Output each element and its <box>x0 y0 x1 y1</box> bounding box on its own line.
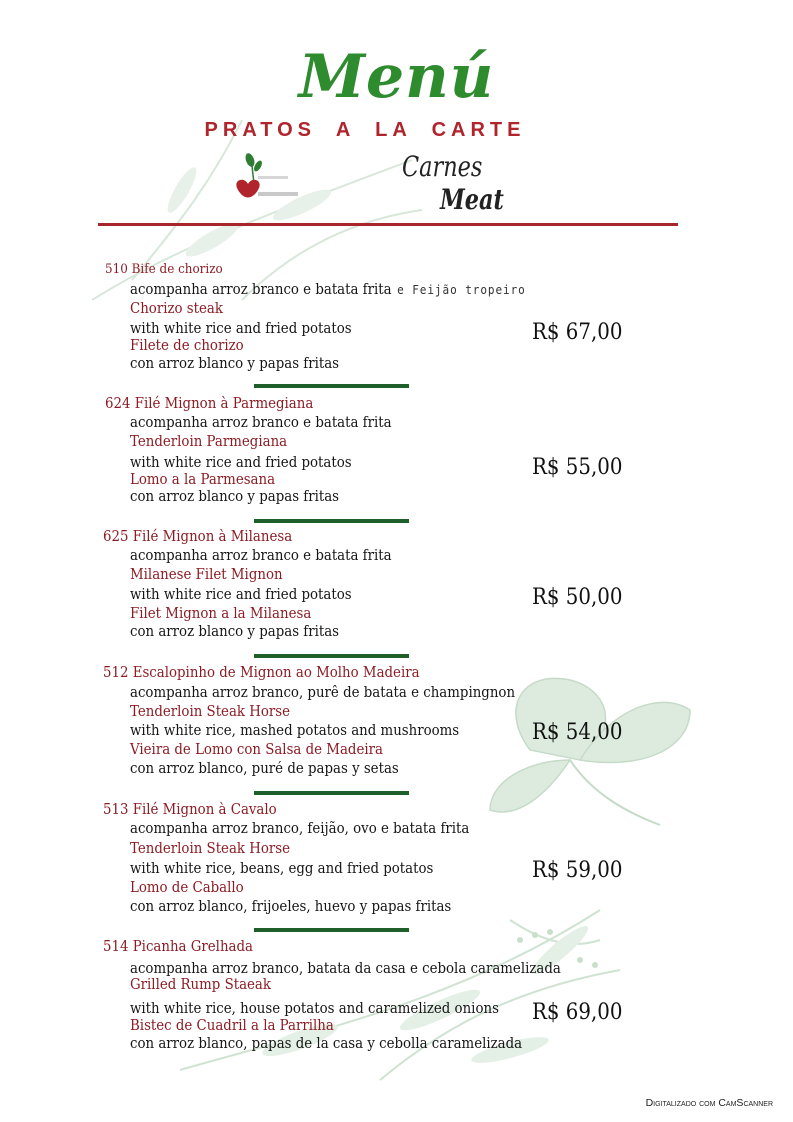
dish-description-en: with white rice and fried potatos <box>130 321 352 337</box>
dish-price: R$ 50,00 <box>532 585 623 610</box>
dish-description-es: con arroz blanco, frijoeles, huevo y papas fritas <box>130 899 452 915</box>
item-divider <box>254 384 409 388</box>
dish-name-en: Tenderloin Steak Horse <box>130 841 291 857</box>
handwritten-note: e Feijão tropeiro <box>397 283 526 297</box>
dish-name-en: Milanese Filet Mignon <box>130 567 283 583</box>
scanner-watermark: Digitalizado com CamScanner <box>645 1097 773 1109</box>
dish-name-pt: 625 Filé Mignon à Milanesa <box>103 529 293 545</box>
dish-name-en: Tenderloin Parmegiana <box>130 434 288 450</box>
dish-description-en: with white rice, mashed potatos and mushrooms <box>130 723 460 739</box>
dish-price: R$ 59,00 <box>532 858 623 883</box>
dish-name-es: Filet Mignon a la Milanesa <box>130 606 312 622</box>
dish-name-es: Lomo de Caballo <box>130 880 244 896</box>
dish-name-pt: 624 Filé Mignon à Parmegiana <box>105 396 314 412</box>
dish-name-es: Filete de chorizo <box>130 338 244 354</box>
dish-price: R$ 69,00 <box>532 1000 623 1025</box>
dish-description-pt: acompanha arroz branco e batata frita <box>130 415 392 431</box>
dish-price: R$ 67,00 <box>532 320 623 345</box>
header-divider <box>98 223 678 226</box>
dish-description-en: with white rice and fried potatos <box>130 455 352 471</box>
dish-name-en: Chorizo steak <box>130 301 223 317</box>
menu-subtitle: PRATOS A LA CARTE <box>204 119 526 141</box>
dish-name-pt: 512 Escalopinho de Mignon ao Molho Madeira <box>103 665 420 681</box>
dish-description-en: with white rice, beans, egg and fried potatos <box>130 861 434 877</box>
dish-description-es: con arroz blanco, papas de la casa y cebolla caramelizada <box>130 1036 523 1052</box>
dish-name-es: Lomo a la Parmesana <box>130 472 276 488</box>
dish-description-es: con arroz blanco y papas fritas <box>130 624 340 640</box>
dish-name-pt: 510 Bife de chorizo <box>105 262 223 277</box>
dish-name-es: Bistec de Cuadril a la Parrilha <box>130 1018 334 1034</box>
dish-price: R$ 55,00 <box>532 455 623 480</box>
dish-name-pt: 513 Filé Mignon à Cavalo <box>103 802 277 818</box>
dish-description-es: con arroz blanco y papas fritas <box>130 489 340 505</box>
dish-name-pt: 514 Picanha Grelhada <box>103 939 253 955</box>
dish-name-es: Vieira de Lomo con Salsa de Madeira <box>130 742 383 758</box>
dish-description-pt: acompanha arroz branco, batata da casa e cebola caramelizada <box>130 961 561 977</box>
dish-description-en: with white rice, house potatos and caramelized onions <box>130 1001 499 1017</box>
restaurant-logo-icon <box>222 150 302 210</box>
dish-price: R$ 54,00 <box>532 720 623 745</box>
dish-description-pt: acompanha arroz branco, feijão, ovo e batata frita <box>130 821 470 837</box>
dish-name-en: Tenderloin Steak Horse <box>130 704 291 720</box>
item-divider <box>254 654 409 658</box>
dish-description-pt: acompanha arroz branco e batata frita <box>130 548 392 564</box>
dish-description-pt: acompanha arroz branco e batata frita e Feijão tropeiro <box>130 282 526 298</box>
dish-name-en: Grilled Rump Staeak <box>130 977 271 993</box>
item-divider <box>254 519 409 523</box>
menu-title: Menú <box>298 42 495 112</box>
dish-description-en: with white rice and fried potatos <box>130 587 352 603</box>
item-divider <box>254 791 409 795</box>
dish-description-es: con arroz blanco, puré de papas y setas <box>130 761 399 777</box>
dish-description-pt: acompanha arroz branco, purê de batata e champingnon <box>130 685 516 701</box>
item-divider <box>254 928 409 932</box>
dish-description-es: con arroz blanco y papas fritas <box>130 356 340 372</box>
category-portuguese: Carnes <box>402 150 483 183</box>
category-english: Meat <box>440 183 504 216</box>
